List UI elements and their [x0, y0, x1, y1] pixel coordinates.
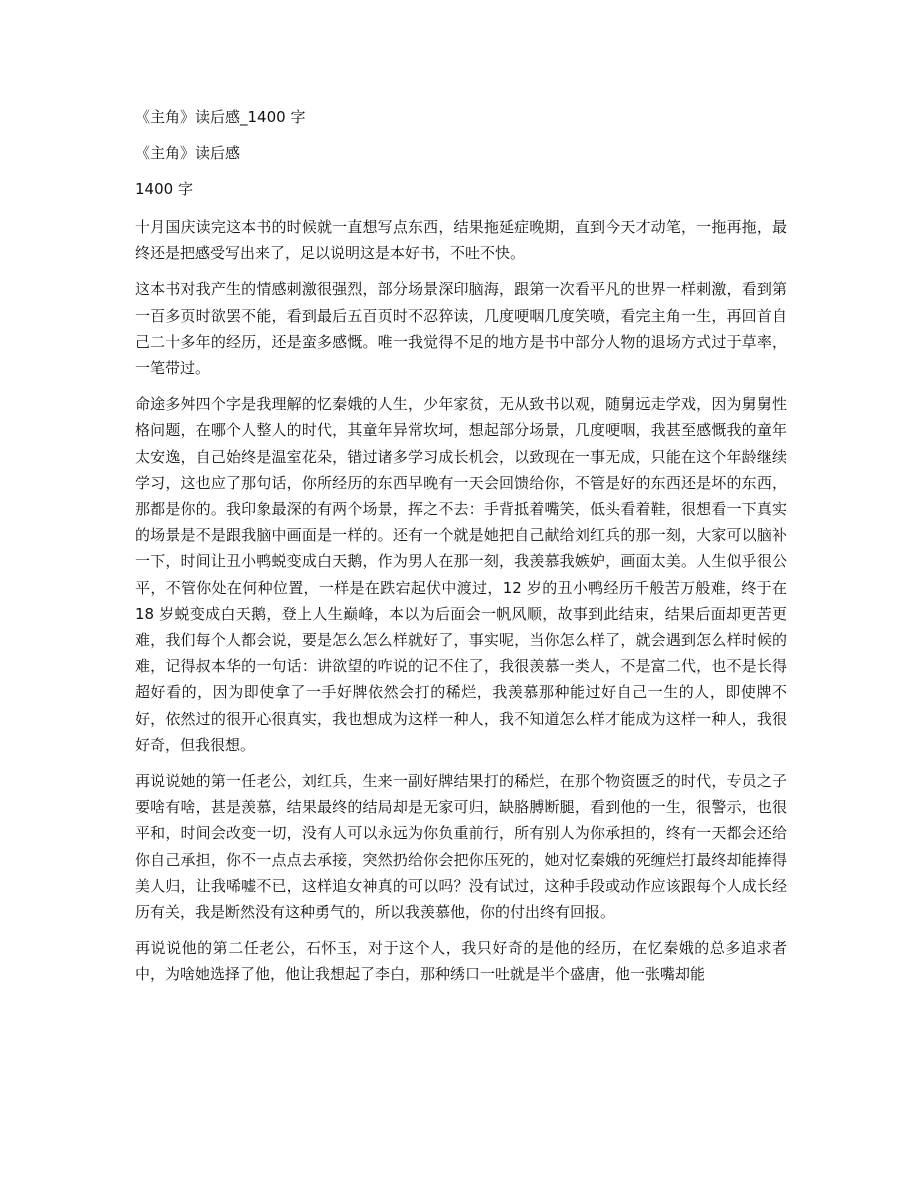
paragraph-3: 命途多舛四个字是我理解的忆秦娥的人生，少年家贫，无从致书以观，随舅远走学戏，因为舅舅性格问题，在哪个人整人的时代，其童年异常坎坷，想起部分场景，几度哽咽，我甚至感慨我的童年太安逸，自己始终是温室花朵，错过诸多学习成长机会，以致现在一事无成，只能在这个年龄继续学习，这也应了那句话，你所经历的东西早晚有一天会回馈给你，不管是好的东西还是坏的东西，那都是你的。我印象最深的有两个场景，挥之不去：手背抵着嘴笑，低头看着鞋，很想看一下真实的场景是不是跟我脑中画面是一样的。还有一个就是她把自己献给刘红兵的那一刻，大家可以脑补一下，时间让丑小鸭蜕变成白天鹅，作为男人在那一刻，我羡慕我嫉妒，画面太美。人生似乎很公平，不管你处在何种位置，一样是在跌宕起伏中渡过，12 岁的丑小鸭经历千般苦万般难，终于在 18 岁蜕变成白天鹅，登上人生巅峰，本以为后面会一帆风顺，故事到此结束，结果后面却更苦更难，我们每个人都会说，要是怎么怎么样就好了，事实呢，当你怎么样了，就会遇到怎么样时候的难，记得叔本华的一句话：讲欲望的咋说的记不住了，我很羡慕一类人，不是富二代，也不是长得超好看的，因为即使拿了一手好牌依然会打的稀烂，我羡慕那种能过好自己一生的人，即使牌不好，依然过的很开心很真实，我也想成为这样一种人，我不知道怎么样才能成为这样一种人，我很好奇，但我很想。	[135, 395, 787, 754]
paragraph-5: 再说说他的第二任老公，石怀玉，对于这个人，我只好奇的是他的经历，在忆秦娥的总多追求者中，为啥她选择了他，他让我想起了李白，那种绣口一吐就是半个盛唐，他一张嘴却能	[135, 939, 787, 984]
word-count: 1400 字	[135, 180, 193, 198]
paragraph-2: 这本书对我产生的情感刺激很强烈，部分场景深印脑海，跟第一次看平凡的世界一样刺激，看到第一百多页时欲罢不能，看到最后五百页时不忍猝读，几度哽咽几度笑喷，看完主角一生，再回首自己二十多年的经历，还是蛮多感慨。唯一我觉得不足的地方是书中部分人物的退场方式过于草率，一笔带过。	[135, 280, 787, 378]
document-page	[135, 104, 787, 998]
document-title: 《主角》读后感_1400 字	[135, 108, 306, 126]
document-subtitle: 《主角》读后感	[135, 144, 241, 162]
paragraph-1: 十月国庆读完这本书的时候就一直想写点东西，结果拖延症晚期，直到今天才动笔，一拖再拖，最终还是把感受写出来了，足以说明这是本好书，不吐不快。	[135, 218, 787, 263]
paragraph-4: 再说说她的第一任老公，刘红兵，生来一副好牌结果打的稀烂，在那个物资匮乏的时代，专员之子要啥有啥，甚是羡慕，结果最终的结局却是无家可归，缺胳膊断腿，看到他的一生，很警示，也很平和，时间会改变一切，没有人可以永远为你负重前行，所有别人为你承担的，终有一天都会还给你自己承担，你不一点点去承接，突然扔给你会把你压死的，她对忆秦娥的死缠烂打最终却能捧得美人归，让我唏嘘不已，这样追女神真的可以吗？没有试过，这种手段或动作应该跟每个人成长经历有关，我是断然没有这种勇气的，所以我羡慕他，你的付出终有回报。	[135, 772, 787, 922]
